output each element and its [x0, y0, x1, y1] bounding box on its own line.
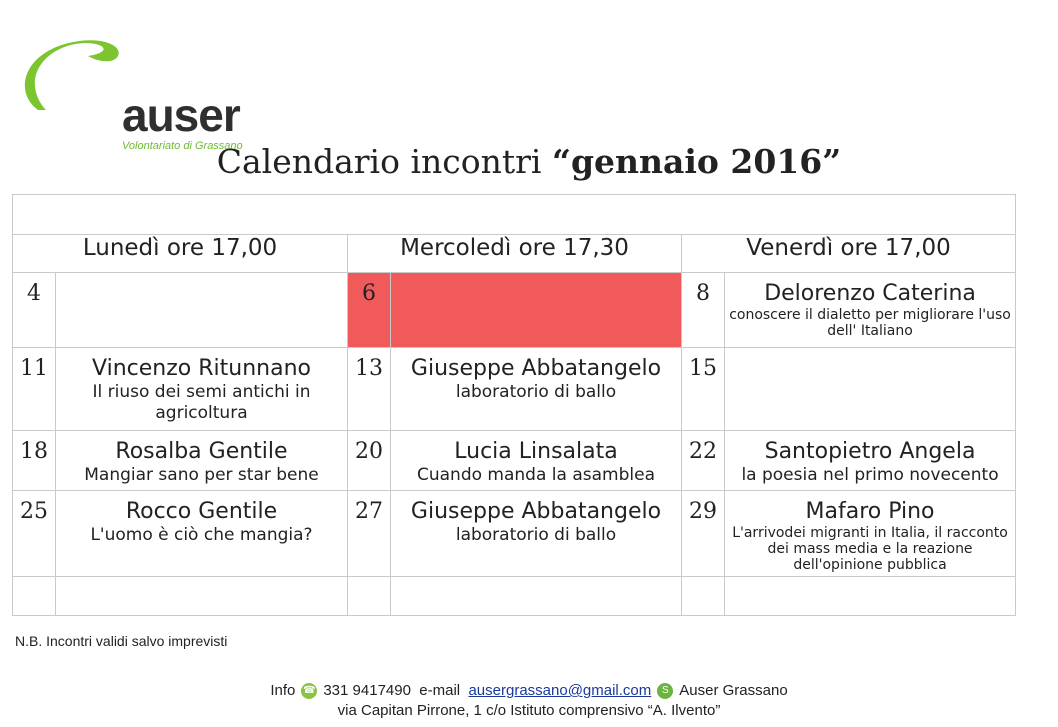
day-number: 22 [682, 431, 725, 491]
note-text: N.B. Incontri validi salvo imprevisti [15, 633, 228, 649]
day-number: 27 [348, 491, 391, 577]
header-monday: Lunedì ore 17,00 [13, 235, 348, 273]
event-cell [391, 348, 682, 431]
skype-name: Auser Grassano [679, 682, 788, 699]
event-topic: Il riuso dei semi antichi in agricoltura [92, 382, 311, 423]
day-number: 15 [682, 348, 725, 431]
event-topic: laboratorio di ballo [455, 382, 617, 402]
week-row [13, 431, 1016, 491]
whatsapp-icon: ☎ [301, 683, 317, 699]
email-label: e-mail [419, 682, 461, 699]
event-speaker: Delorenzo Caterina [764, 281, 976, 306]
event-topic: L'uomo è ciò che mangia? [90, 525, 313, 545]
event-speaker: Lucia Linsalata [454, 439, 618, 464]
footer-contacts [0, 681, 1058, 701]
event-speaker: Rosalba Gentile [115, 439, 288, 464]
event-topic: L'arrivodei migranti in Italia, il racconto dei mass media e la reazione dell'opinione pubblica [732, 525, 1008, 573]
title-month: “gennaio 2016” [551, 142, 842, 181]
week-row [13, 348, 1016, 431]
day-number: 13 [348, 348, 391, 431]
event-cell-highlighted [391, 273, 682, 348]
day-number: 25 [13, 491, 56, 577]
event-speaker: Vincenzo Ritunnano [92, 356, 311, 381]
skype-icon: S [657, 683, 673, 699]
day-number: 4 [13, 273, 56, 348]
event-cell [725, 431, 1016, 491]
page-title [0, 140, 1058, 184]
event-topic: la poesia nel primo novecento [741, 465, 999, 485]
header-friday: Venerdì ore 17,00 [682, 235, 1016, 273]
email-link[interactable]: ausergrassano@gmail.com [468, 682, 652, 699]
event-cell [391, 491, 682, 577]
day-number: 18 [13, 431, 56, 491]
footer-address: via Capitan Pirrone, 1 c/o Istituto comprensivo “A. Ilvento” [337, 702, 721, 719]
info-label: Info [270, 682, 296, 699]
event-topic: laboratorio di ballo [455, 525, 617, 545]
day-number: 29 [682, 491, 725, 577]
event-cell [56, 348, 348, 431]
event-speaker: Rocco Gentile [125, 499, 278, 524]
event-cell [56, 491, 348, 577]
calendar-bottom-row [13, 577, 1016, 616]
calendar-top-row [13, 195, 1016, 235]
event-speaker: Santopietro Angela [764, 439, 976, 464]
calendar-header-row [13, 235, 1016, 273]
logo-swoosh-icon [18, 32, 128, 122]
event-speaker: Giuseppe Abbatangelo [410, 356, 662, 381]
event-cell [56, 431, 348, 491]
title-prefix: Calendario incontri [216, 142, 552, 181]
logo-subtitle: Volontariato di Grassano [122, 140, 243, 152]
day-number: 11 [13, 348, 56, 431]
event-cell [725, 273, 1016, 348]
event-speaker: Giuseppe Abbatangelo [410, 499, 662, 524]
event-speaker: Mafaro Pino [805, 499, 935, 524]
calendar-table [12, 194, 1016, 616]
event-topic: conoscere il dialetto per migliorare l'uso dell' Italiano [729, 307, 1011, 339]
week-row [13, 491, 1016, 577]
footer [0, 681, 1058, 721]
day-number-highlighted: 6 [348, 273, 391, 348]
phone-number: 331 9417490 [323, 682, 411, 699]
event-cell [725, 348, 1016, 431]
header-wednesday: Mercoledì ore 17,30 [348, 235, 682, 273]
event-topic: Cuando manda la asamblea [417, 465, 655, 485]
week-row [13, 273, 1016, 348]
auser-logo [18, 32, 278, 152]
day-number: 8 [682, 273, 725, 348]
event-topic: Mangiar sano per star bene [84, 465, 319, 485]
day-number: 20 [348, 431, 391, 491]
event-cell [56, 273, 348, 348]
event-cell [725, 491, 1016, 577]
logo-word: auser [122, 89, 240, 141]
event-cell [391, 431, 682, 491]
